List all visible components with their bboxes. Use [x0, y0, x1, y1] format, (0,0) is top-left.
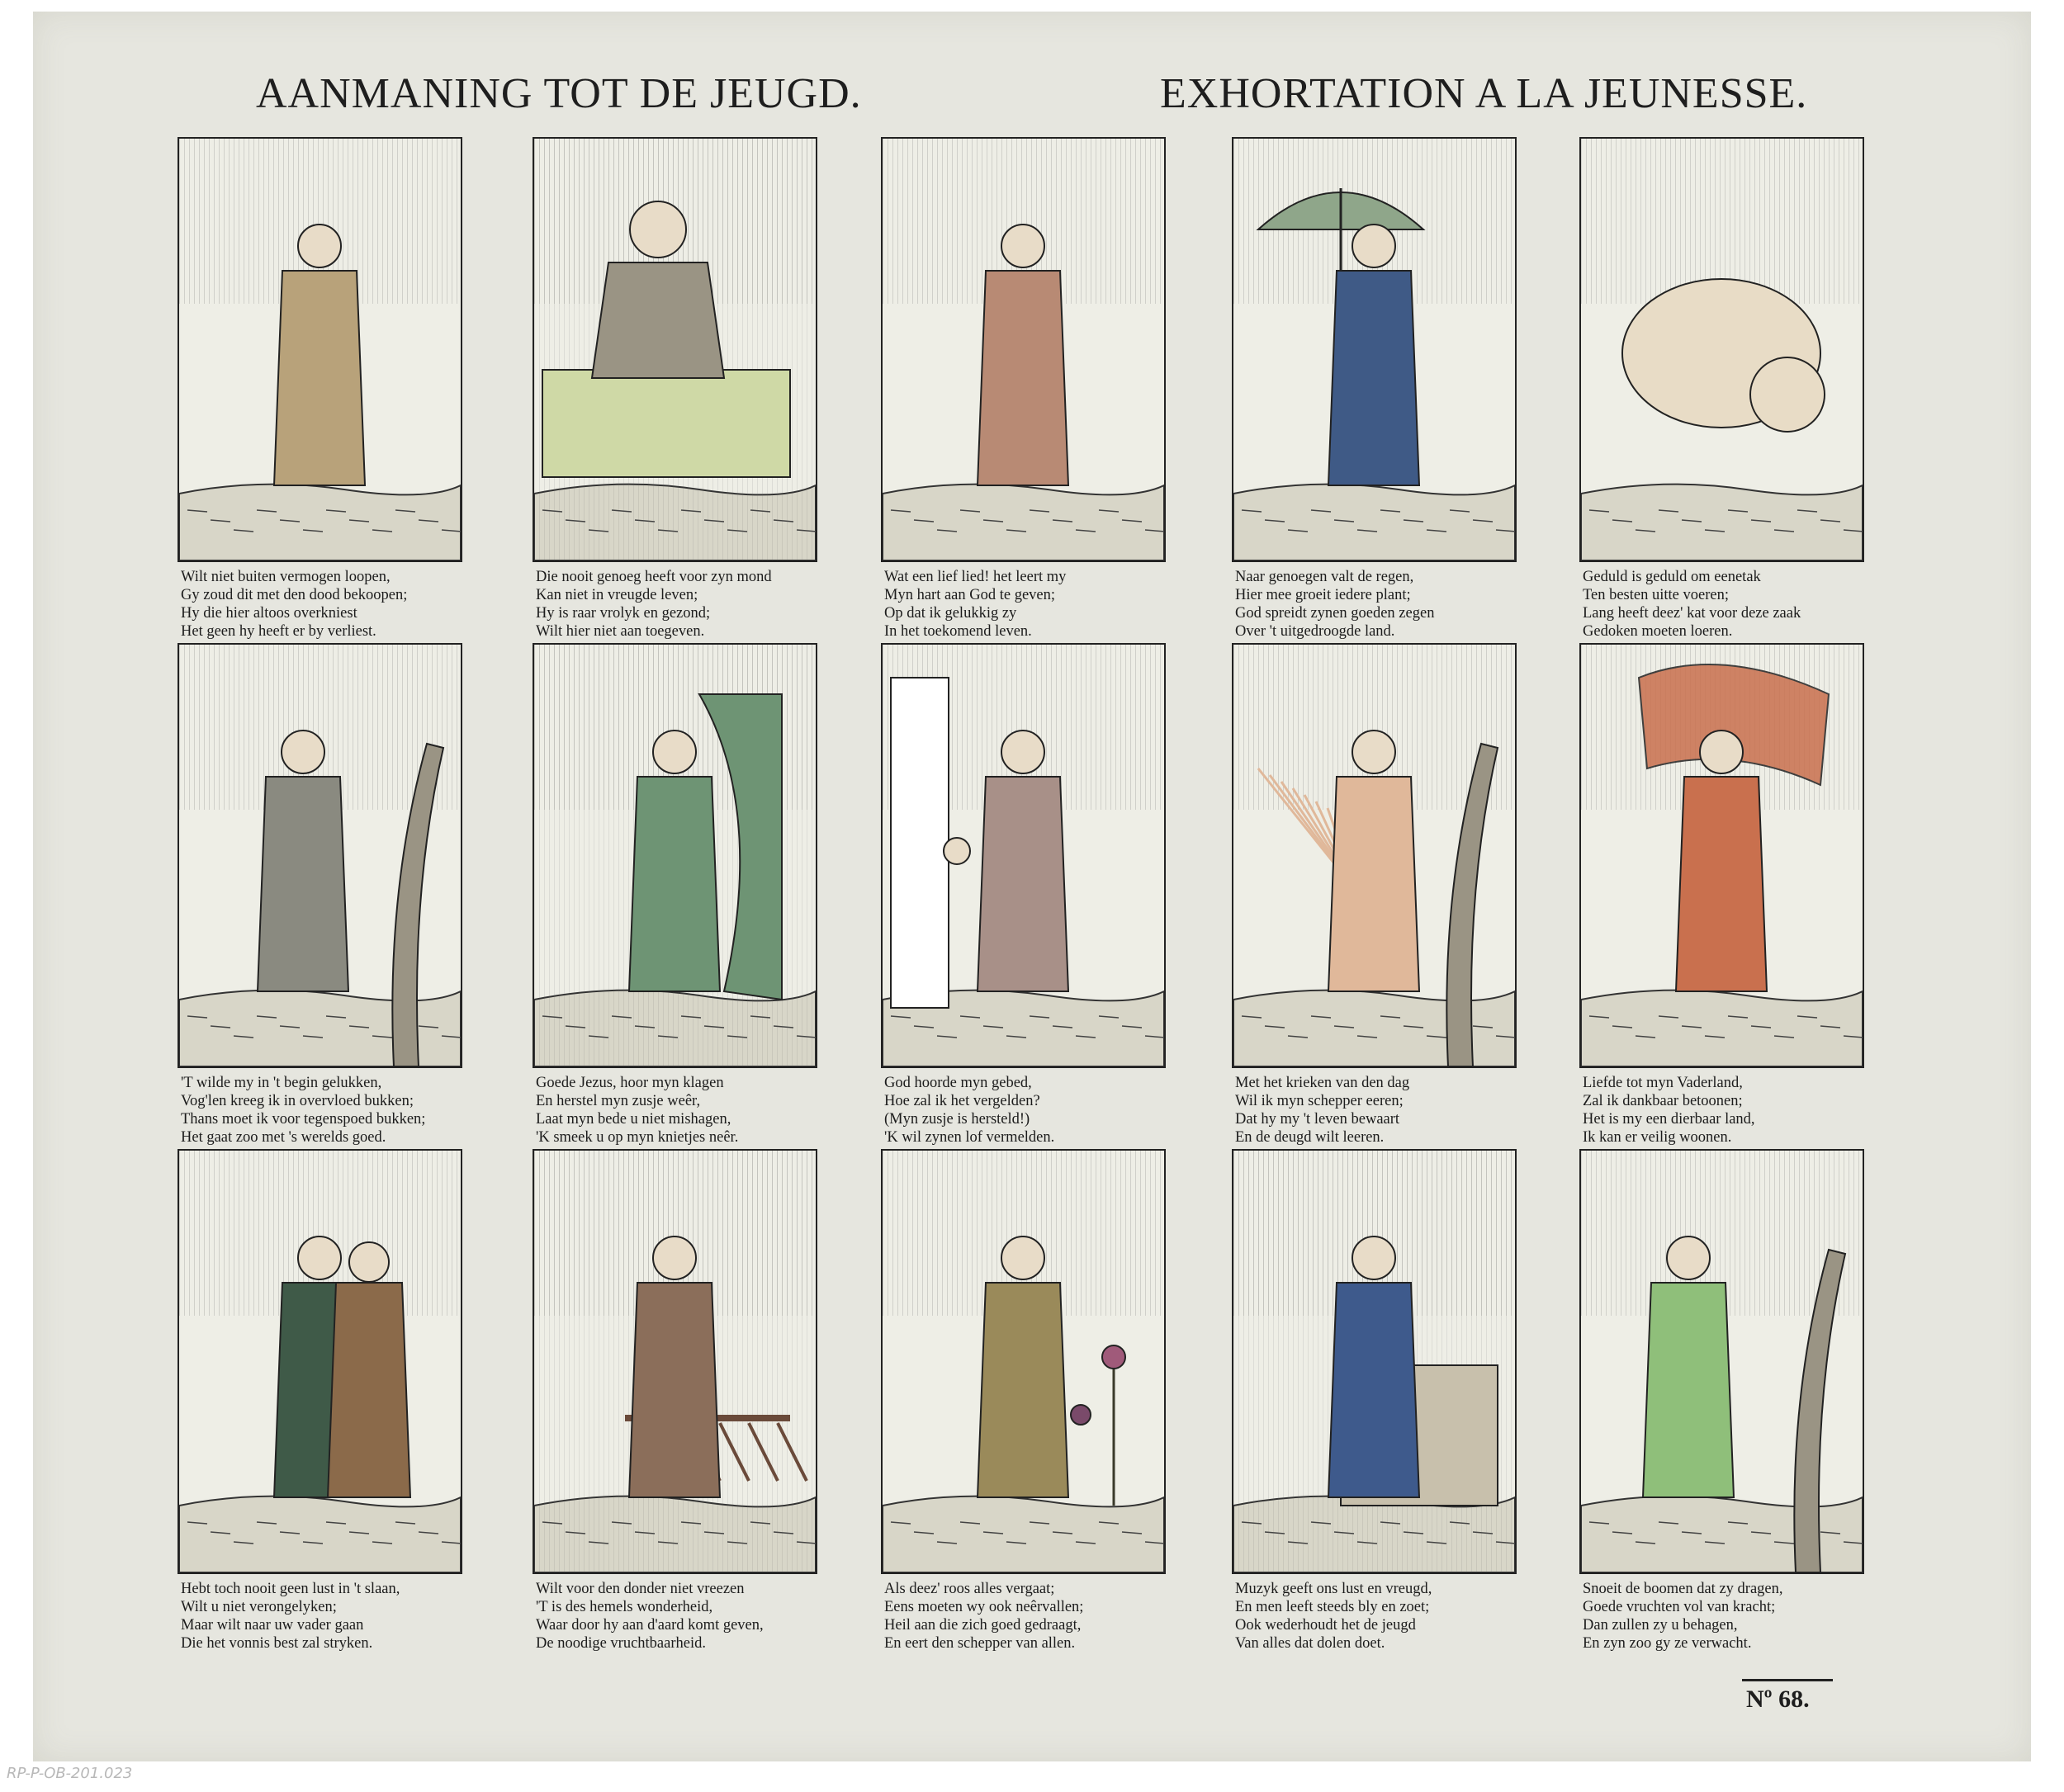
verse-line: Goede Jezus, hoor myn klagen [536, 1075, 724, 1091]
woodcut-illustration [1232, 1149, 1517, 1574]
illustration-praying-woman [534, 645, 816, 1066]
woodcut-illustration [1232, 643, 1517, 1068]
verse-line: Wat een lief lied! het leert my [884, 569, 1067, 585]
woodcut-illustration [1579, 643, 1864, 1068]
verse-line: God spreidt zynen goeden zegen [1235, 605, 1435, 622]
verse-line: 'K smeek u op myn knietjes neêr. [536, 1129, 739, 1146]
illustration-tree-cage [179, 645, 461, 1066]
illustration-drummer [1581, 645, 1863, 1066]
woodcut-illustration [1232, 137, 1517, 562]
illustration-woman-reading [883, 139, 1164, 560]
print-sheet [33, 12, 2031, 1761]
verse-line: Die nooit genoeg heeft voor zyn mond [536, 569, 772, 585]
catalog-mark: RP-P-OB-201.023 [7, 1765, 133, 1782]
woodcut-illustration [1579, 137, 1864, 562]
illustration-rose-bush [883, 1151, 1164, 1572]
woodcut-illustration [881, 137, 1166, 562]
verse-line: Het gaat zoo met 's werelds goed. [181, 1129, 386, 1146]
verse-line: Hier mee groeit iedere plant; [1235, 587, 1411, 603]
verse-line: Wilt voor den donder niet vreezen [536, 1581, 745, 1597]
verse-line: Het geen hy heeft er by verliest. [181, 623, 376, 640]
verse-line: Naar genoegen valt de regen, [1235, 569, 1414, 585]
verse-line: En men leeft steeds bly en zoet; [1235, 1599, 1430, 1615]
verse-line: Hebt toch nooit geen lust in 't slaan, [181, 1581, 400, 1597]
verse-caption [181, 568, 466, 641]
verse-line: Als deez' roos alles vergaat; [884, 1581, 1055, 1597]
verse-line: God hoorde myn gebed, [884, 1075, 1032, 1091]
verse-line: Dat hy my 't leven bewaart [1235, 1111, 1400, 1128]
woodcut-illustration [533, 1149, 817, 1574]
verse-line: En eert den schepper van allen. [884, 1635, 1076, 1652]
verse-line: Muzyk geeft ons lust en vreugd, [1235, 1581, 1432, 1597]
verse-line: Wilt niet buiten vermogen loopen, [181, 569, 391, 585]
verse-line: Hy die hier altoos overkniest [181, 605, 357, 622]
verse-line: Thans moet ik voor tegenspoed bukken; [181, 1111, 426, 1128]
verse-line: Gy zoud dit met den dood bekoopen; [181, 587, 408, 603]
woodcut-grid [33, 12, 2031, 1761]
verse-caption [536, 1074, 821, 1147]
verse-caption [884, 1074, 1169, 1147]
woodcut-illustration [881, 1149, 1166, 1574]
verse-caption [536, 1580, 821, 1653]
verse-line: Ten besten uitte voeren; [1583, 587, 1729, 603]
illustration-fighting [179, 1151, 461, 1572]
verse-line: Liefde tot myn Vaderland, [1583, 1075, 1743, 1091]
verse-line: Kan niet in vreugde leven; [536, 587, 698, 603]
verse-caption [1235, 1074, 1520, 1147]
number-rule [1742, 1679, 1833, 1681]
verse-line: Het is my een dierbaar land, [1583, 1111, 1755, 1128]
verse-line: En de deugd wilt leeren. [1235, 1129, 1385, 1146]
title-dutch: AANMANING TOT DE JEUGD. [256, 70, 862, 117]
verse-line: Laat myn bede u niet mishagen, [536, 1111, 731, 1128]
verse-line: Geduld is geduld om eenetak [1583, 569, 1761, 585]
illustration-man-dining [534, 139, 816, 560]
verse-caption [1583, 1580, 1868, 1653]
illustration-boy-sitting [179, 139, 461, 560]
illustration-cat [1581, 139, 1863, 560]
verse-line: (Myn zusje is hersteld!) [884, 1111, 1030, 1128]
verse-line: Hy is raar vrolyk en gezond; [536, 605, 711, 622]
verse-line: En zyn zoo gy ze verwacht. [1583, 1635, 1752, 1652]
verse-caption [884, 568, 1169, 641]
illustration-gardener [1581, 1151, 1863, 1572]
woodcut-illustration [178, 137, 462, 562]
verse-line: Wil ik myn schepper eeren; [1235, 1093, 1404, 1109]
woodcut-illustration [178, 1149, 462, 1574]
verse-line: 'T is des hemels wonderheid, [536, 1599, 713, 1615]
verse-line: In het toekomend leven. [884, 623, 1032, 640]
verse-line: Wilt hier niet aan toegeven. [536, 623, 705, 640]
verse-caption [1583, 1074, 1868, 1147]
verse-line: De noodige vruchtbaarheid. [536, 1635, 706, 1652]
verse-line: Eens moeten wy ook neêrvallen; [884, 1599, 1084, 1615]
verse-caption [181, 1580, 466, 1653]
woodcut-illustration [1579, 1149, 1864, 1574]
illustration-doorway [883, 645, 1164, 1066]
verse-line: Lang heeft deez' kat voor deze zaak [1583, 605, 1801, 622]
verse-line: Hoe zal ik het vergelden? [884, 1093, 1040, 1109]
verse-line: Heil aan die zich goed gedraagt, [884, 1617, 1082, 1634]
verse-caption [536, 568, 821, 641]
verse-caption [1583, 568, 1868, 641]
woodcut-illustration [178, 643, 462, 1068]
verse-line: Ook wederhoudt het de jeugd [1235, 1617, 1416, 1634]
verse-caption [181, 1074, 466, 1147]
illustration-piano [1233, 1151, 1515, 1572]
woodcut-illustration [533, 643, 817, 1068]
verse-line: Gedoken moeten loeren. [1583, 623, 1733, 640]
verse-line: Snoeit de boomen dat zy dragen, [1583, 1581, 1783, 1597]
illustration-balcony [534, 1151, 816, 1572]
verse-caption [1235, 568, 1520, 641]
verse-line: 'T wilde my in 't begin gelukken, [181, 1075, 382, 1091]
verse-line: Zal ik dankbaar betoonen; [1583, 1093, 1743, 1109]
illustration-woman-umbrella [1233, 139, 1515, 560]
verse-line: Waar door hy aan d'aard komt geven, [536, 1617, 764, 1634]
sheet-number: Nº 68. [1746, 1686, 1810, 1713]
verse-line: 'K wil zynen lof vermelden. [884, 1129, 1055, 1146]
verse-line: Maar wilt naar uw vader gaan [181, 1617, 364, 1634]
verse-caption [884, 1580, 1169, 1653]
verse-line: Dan zullen zy u behagen, [1583, 1617, 1738, 1634]
verse-line: Die het vonnis best zal stryken. [181, 1635, 373, 1652]
verse-line: Ik kan er veilig woonen. [1583, 1129, 1732, 1146]
illustration-sunrise [1233, 645, 1515, 1066]
woodcut-illustration [881, 643, 1166, 1068]
verse-line: Van alles dat dolen doet. [1235, 1635, 1385, 1652]
verse-line: En herstel myn zusje weêr, [536, 1093, 701, 1109]
verse-line: Op dat ik gelukkig zy [884, 605, 1017, 622]
verse-line: Goede vruchten vol van kracht; [1583, 1599, 1776, 1615]
verse-caption [1235, 1580, 1520, 1653]
verse-line: Vog'len kreeg ik in overvloed bukken; [181, 1093, 414, 1109]
verse-line: Met het krieken van den dag [1235, 1075, 1410, 1091]
verse-line: Wilt u niet verongelyken; [181, 1599, 337, 1615]
woodcut-illustration [533, 137, 817, 562]
title-french: EXHORTATION A LA JEUNESSE. [1160, 70, 1808, 117]
verse-line: Myn hart aan God te geven; [884, 587, 1056, 603]
verse-line: Over 't uitgedroogde land. [1235, 623, 1395, 640]
